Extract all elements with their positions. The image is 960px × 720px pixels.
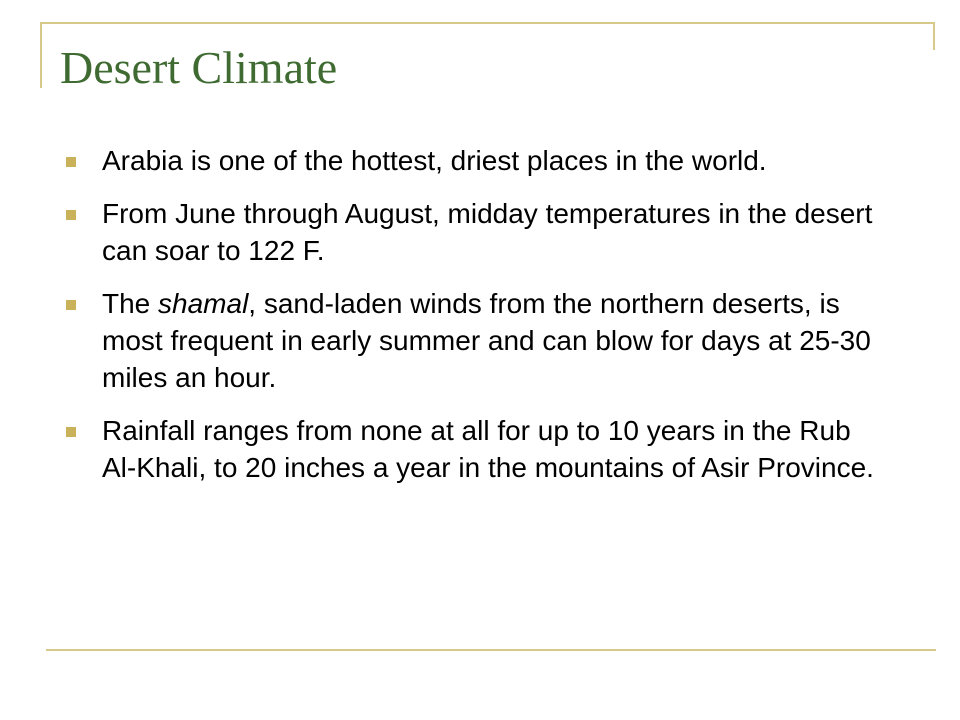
square-bullet-icon — [66, 427, 76, 437]
bullet-text-suffix: , sand-laden winds from the northern deserts, is most frequent in early summer and can blow for days at 25-30 miles an hour. — [102, 288, 871, 393]
bullet-item — [66, 285, 876, 396]
frame-bottom-line — [46, 649, 936, 651]
bullet-text: Rainfall ranges from none at all for up to 10 years in the Rub Al-Khali, to 20 inches a year in the mountains of Asir Province. — [102, 415, 874, 483]
square-bullet-icon — [66, 210, 76, 220]
bullet-text: Arabia is one of the hottest, driest places in the world. — [102, 145, 767, 176]
frame-left-line — [40, 22, 42, 88]
frame-top-line — [40, 22, 935, 24]
square-bullet-icon — [66, 300, 76, 310]
frame-right-line — [933, 22, 935, 50]
slide-title: Desert Climate — [60, 42, 338, 93]
bullet-list — [66, 142, 876, 502]
square-bullet-icon — [66, 157, 76, 167]
bullet-text — [102, 288, 871, 393]
bullet-text-prefix: The — [102, 288, 159, 319]
bullet-item — [66, 412, 876, 486]
bullet-item — [66, 195, 876, 269]
bullet-text-italic: shamal — [158, 288, 249, 319]
bullet-item — [66, 142, 876, 179]
bullet-text: From June through August, midday temperatures in the desert can soar to 122 F. — [102, 198, 873, 266]
